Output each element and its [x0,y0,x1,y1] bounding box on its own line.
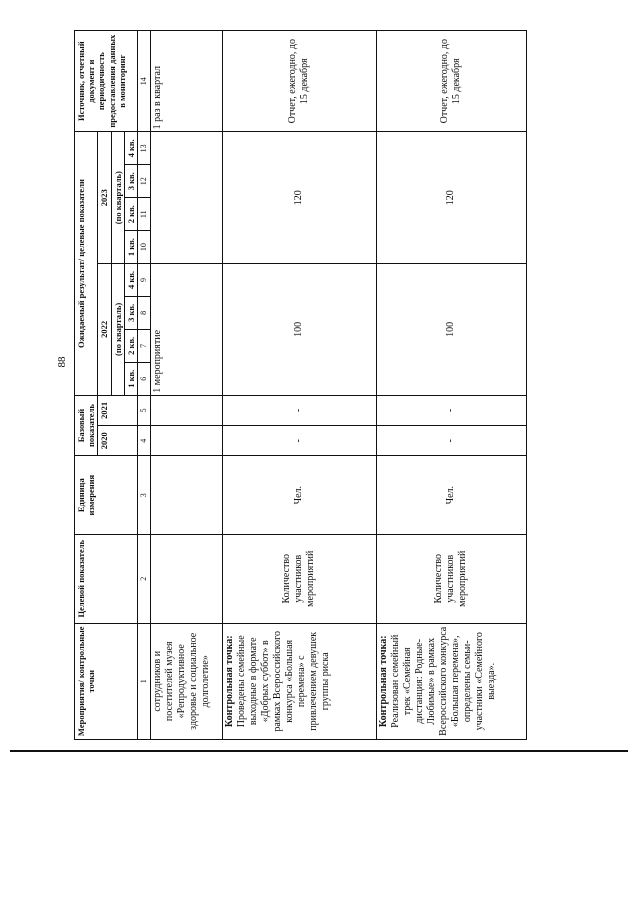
by-quarter-2023: (по кварталь) [111,132,124,264]
col-number: 8 [137,296,150,329]
expected-2023-cell [150,132,222,264]
year-2021-header: 2021 [98,395,138,425]
q2-2022: 2 кв. [124,329,137,362]
baseline-2021-cell [150,395,222,425]
table-row [222,31,376,740]
q4-2023: 4 кв. [124,132,137,165]
col-number: 11 [137,198,150,231]
q3-2022: 3 кв. [124,296,137,329]
baseline-2021-cell: - [222,395,376,425]
baseline-2020-cell: - [222,426,376,456]
col-number: 13 [137,132,150,165]
activity-text: Реализован семейный трек «Семейная дистанция: Родные-Любимые» в рамках Всероссийского конкурса «Большая перемена», определены семьи-участники «Семейного выезда». [389,626,497,736]
indicator-cell [150,534,222,623]
expected-2022-cell: 100 [376,264,526,396]
monitoring-table [74,30,527,740]
col-indicator-header: Целевой показатель [75,534,138,623]
year-2020-header: 2020 [98,426,138,456]
col-number: 14 [137,31,150,132]
col-number: 4 [137,426,150,456]
col-activities-header: Мероприятия/ контрольные точки [75,623,138,739]
q3-2023: 3 кв. [124,165,137,198]
col-number: 7 [137,329,150,362]
col-number: 10 [137,231,150,264]
control-point-title: Контрольная точка: [223,635,235,728]
expected-2023-cell: 120 [376,132,526,264]
unit-cell [150,456,222,534]
activity-text: Проведены семейные выходные в формате «Добрых суббот» в рамках Всероссийского конкурса «Большая перемена» с привлечением девушек группы риска [235,631,331,732]
year-2023-header: 2023 [98,132,111,264]
baseline-2020-cell [150,426,222,456]
activity-cell [150,623,222,739]
source-cell: Отчет, ежегодно, до 15 декабря [376,31,526,132]
unit-cell: Чел. [376,456,526,534]
col-number: 1 [137,623,150,739]
by-quarter-2022: (по кварталь) [111,264,124,396]
baseline-2020-cell: - [376,426,526,456]
col-number: 3 [137,456,150,534]
col-number: 6 [137,362,150,395]
baseline-2021-cell: - [376,395,526,425]
source-cell: 1 раз в квартал [150,31,222,132]
rotated-table-container [74,30,574,740]
col-expected-header: Ожидаемый результат/ целевые показатели [75,132,98,395]
table-row [150,31,222,740]
q2-2023: 2 кв. [124,198,137,231]
page-number: 88 [56,356,68,368]
expected-2022-cell: 100 [222,264,376,396]
activity-text: сотрудников и посетителей музея «Репродуктивное здоровье и социальное долголетие» [151,632,211,730]
col-number: 2 [137,534,150,623]
control-point-title: Контрольная точка: [377,635,389,728]
q1-2022: 1 кв. [124,362,137,395]
activity-cell [376,623,526,739]
unit-cell: Чел. [222,456,376,534]
indicator-cell: Количество участников мероприятий [222,534,376,623]
expected-2023-cell: 120 [222,132,376,264]
q4-2022: 4 кв. [124,264,137,297]
col-baseline-header: Базовый показатель [75,395,98,456]
col-number: 12 [137,165,150,198]
table-row [376,31,526,740]
activity-cell [222,623,376,739]
col-source-header: Источник, отчетный документ и периодичность предоставления данных в мониторинг [75,31,138,132]
col-unit-header: Единица измерения [75,456,138,534]
year-2022-header: 2022 [98,264,111,396]
source-cell: Отчет, ежегодно, до 15 декабря [222,31,376,132]
expected-2022-cell: 1 мероприятие [150,264,222,396]
col-number: 9 [137,264,150,297]
page-separator-line [10,750,628,752]
indicator-cell: Количество участников мероприятий [376,534,526,623]
col-number: 5 [137,395,150,425]
q1-2023: 1 кв. [124,231,137,264]
